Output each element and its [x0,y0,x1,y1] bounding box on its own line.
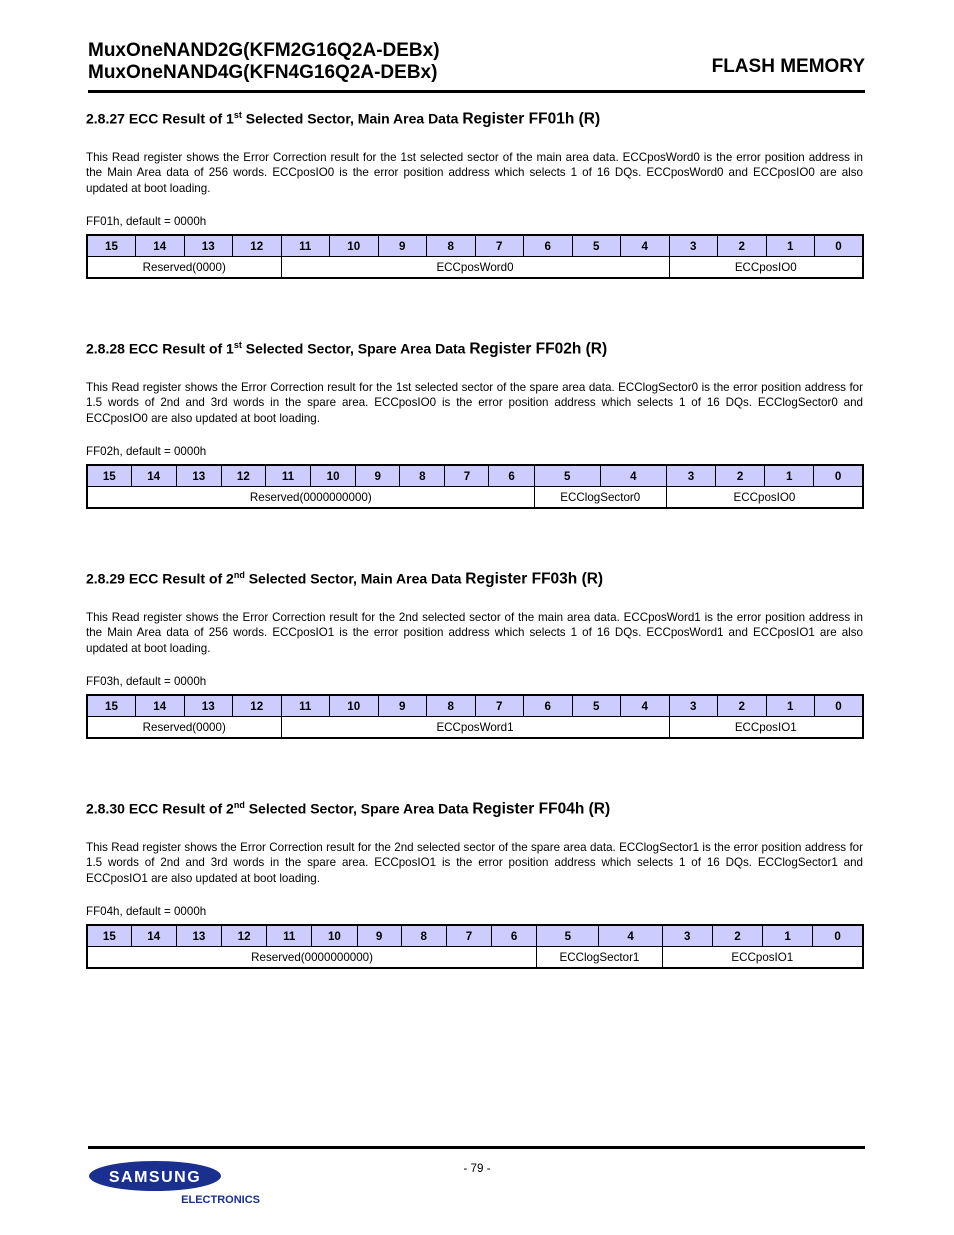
bit-number-cell: 15 [87,925,131,947]
bit-number-cell: 6 [524,695,573,717]
bit-number-cell: 1 [763,925,813,947]
bit-number-cell: 4 [600,465,666,487]
register-default: FF04h, default = 0000h [86,905,207,919]
bit-number-cell: 8 [401,925,446,947]
bit-number-cell: 5 [572,235,621,257]
bit-number-cell: 3 [669,695,718,717]
register-default: FF01h, default = 0000h [86,215,207,229]
bit-number-cell: 10 [311,465,356,487]
field-cell: Reserved(0000) [87,717,281,739]
bit-number-cell: 11 [281,695,330,717]
register-table [86,464,864,509]
section-ff04h [86,800,863,969]
field-cell: ECCposIO0 [669,257,863,279]
bit-number-cell: 6 [492,925,537,947]
field-cell: ECCposIO1 [669,717,863,739]
bit-number-cell: 12 [233,235,282,257]
bit-number-cell: 14 [136,695,185,717]
bit-number-cell: 1 [765,465,814,487]
title-line-1: MuxOneNAND2G(KFM2G16Q2A-DEBx) [88,40,440,61]
bit-number-cell: 13 [184,695,233,717]
bit-number-cell: 8 [427,235,476,257]
bit-number-cell: 4 [621,235,670,257]
bit-number-cell: 12 [221,465,265,487]
bit-number-cell: 2 [718,235,767,257]
bit-number-cell: 10 [312,925,357,947]
field-cell: ECCposIO0 [666,487,863,509]
section-description: This Read register shows the Error Correction result for the 1st selected sector of the spare area data. ECClogSector0 is the error position address for 1.5 words of 2nd and 3rd words in the spare area. ECCposIO0 is the error position address which selects 1 of 16 DQs. ECClogSector0 and ECCposIO0 are also updated at boot loading. [86,380,863,425]
section-title: 2.8.27 ECC Result of 1st Selected Sector, Main Area Data Register FF01h (R) [86,110,601,128]
bit-number-cell: 9 [378,695,427,717]
bit-number-cell: 1 [766,235,815,257]
bit-number-cell: 15 [87,235,136,257]
register-table [86,234,864,279]
bit-number-cell: 13 [184,235,233,257]
field-cell: ECClogSector0 [534,487,666,509]
bit-number-cell: 13 [176,925,221,947]
bit-number-cell: 7 [445,465,489,487]
bit-number-cell: 4 [599,925,662,947]
bit-number-cell: 7 [475,235,524,257]
document-title [88,40,440,84]
bit-number-cell: 10 [330,695,379,717]
bit-number-cell: 11 [265,465,310,487]
bit-number-cell: 8 [427,695,476,717]
bit-number-cell: 7 [446,925,491,947]
field-cell: ECCposWord0 [281,257,669,279]
section-ff01h [86,110,863,279]
bit-number-cell: 6 [489,465,534,487]
bit-number-cell: 5 [534,465,600,487]
register-default: FF03h, default = 0000h [86,675,207,689]
bit-number-row [87,235,863,257]
bit-number-cell: 4 [621,695,670,717]
field-row [87,947,863,969]
bit-number-cell: 15 [87,695,136,717]
title-line-2: MuxOneNAND4G(KFN4G16Q2A-DEBx) [88,62,438,83]
section-description: This Read register shows the Error Correction result for the 2nd selected sector of the spare area data. ECClogSector1 is the error position address for 1.5 words of 2nd and 3rd words in the spare area. ECCposIO1 is the error position address which selects 1 of 16 DQs. ECClogSector1 and ECCposIO1 are also updated at boot loading. [86,840,863,885]
field-row [87,487,863,509]
bit-number-row [87,925,863,947]
bit-number-cell: 6 [524,235,573,257]
bit-number-cell: 11 [281,235,330,257]
document-type: FLASH MEMORY [711,56,865,77]
bit-number-cell: 9 [356,465,400,487]
bit-number-cell: 10 [330,235,379,257]
register-table [86,694,864,739]
bit-number-cell: 2 [712,925,762,947]
bit-number-cell: 14 [131,925,176,947]
section-description: This Read register shows the Error Correction result for the 2nd selected sector of the main area data. ECCposWord1 is the error position address in the Main Area data of 256 words. ECCposIO1 is the error position address which selects 1 of 16 DQs. ECCposWord1 and ECCposIO1 are also updated at boot loading. [86,610,863,655]
bit-number-cell: 0 [813,925,863,947]
field-row [87,717,863,739]
field-cell: ECCposIO1 [662,947,863,969]
bit-number-cell: 15 [87,465,131,487]
bit-number-cell: 0 [815,695,864,717]
bit-number-cell: 8 [400,465,445,487]
bit-number-cell: 13 [176,465,221,487]
page-header [88,40,865,93]
bit-number-row [87,695,863,717]
footer-rule [88,1146,865,1149]
section-ff02h [86,340,863,509]
bit-number-cell: 14 [131,465,176,487]
register-default: FF02h, default = 0000h [86,445,207,459]
section-title: 2.8.30 ECC Result of 2nd Selected Sector, Spare Area Data Register FF04h (R) [86,800,611,818]
section-title: 2.8.28 ECC Result of 1st Selected Sector, Spare Area Data Register FF02h (R) [86,340,608,358]
bit-number-row [87,465,863,487]
bit-number-cell: 3 [669,235,718,257]
section-title: 2.8.29 ECC Result of 2nd Selected Sector, Main Area Data Register FF03h (R) [86,570,604,588]
bit-number-cell: 9 [378,235,427,257]
bit-number-cell: 3 [662,925,712,947]
field-cell: ECCposWord1 [281,717,669,739]
bit-number-cell: 12 [233,695,282,717]
logo-wordmark: SAMSUNG [108,1169,202,1186]
bit-number-cell: 0 [815,235,864,257]
bit-number-cell: 5 [572,695,621,717]
field-row [87,257,863,279]
field-cell: Reserved(0000) [87,257,281,279]
bit-number-cell: 3 [666,465,715,487]
section-ff03h [86,570,863,739]
field-cell: ECClogSector1 [537,947,662,969]
logo-subtext: ELECTRONICS [181,1194,260,1206]
field-cell: Reserved(0000000000) [87,947,537,969]
register-table [86,924,864,969]
field-cell: Reserved(0000000000) [87,487,534,509]
bit-number-cell: 5 [537,925,599,947]
bit-number-cell: 14 [136,235,185,257]
bit-number-cell: 2 [716,465,765,487]
bit-number-cell: 7 [475,695,524,717]
bit-number-cell: 2 [718,695,767,717]
bit-number-cell: 0 [814,465,863,487]
bit-number-cell: 9 [357,925,401,947]
samsung-logo [88,1158,263,1213]
bit-number-cell: 11 [267,925,312,947]
page-number: - 79 - [463,1162,491,1175]
bit-number-cell: 12 [222,925,267,947]
section-description: This Read register shows the Error Correction result for the 1st selected sector of the main area data. ECCposWord0 is the error position address in the Main Area data of 256 words. ECCposIO0 is the error position address which selects 1 of 16 DQs. ECCposWord0 and ECCposIO0 are also updated at boot loading. [86,150,863,195]
bit-number-cell: 1 [766,695,815,717]
